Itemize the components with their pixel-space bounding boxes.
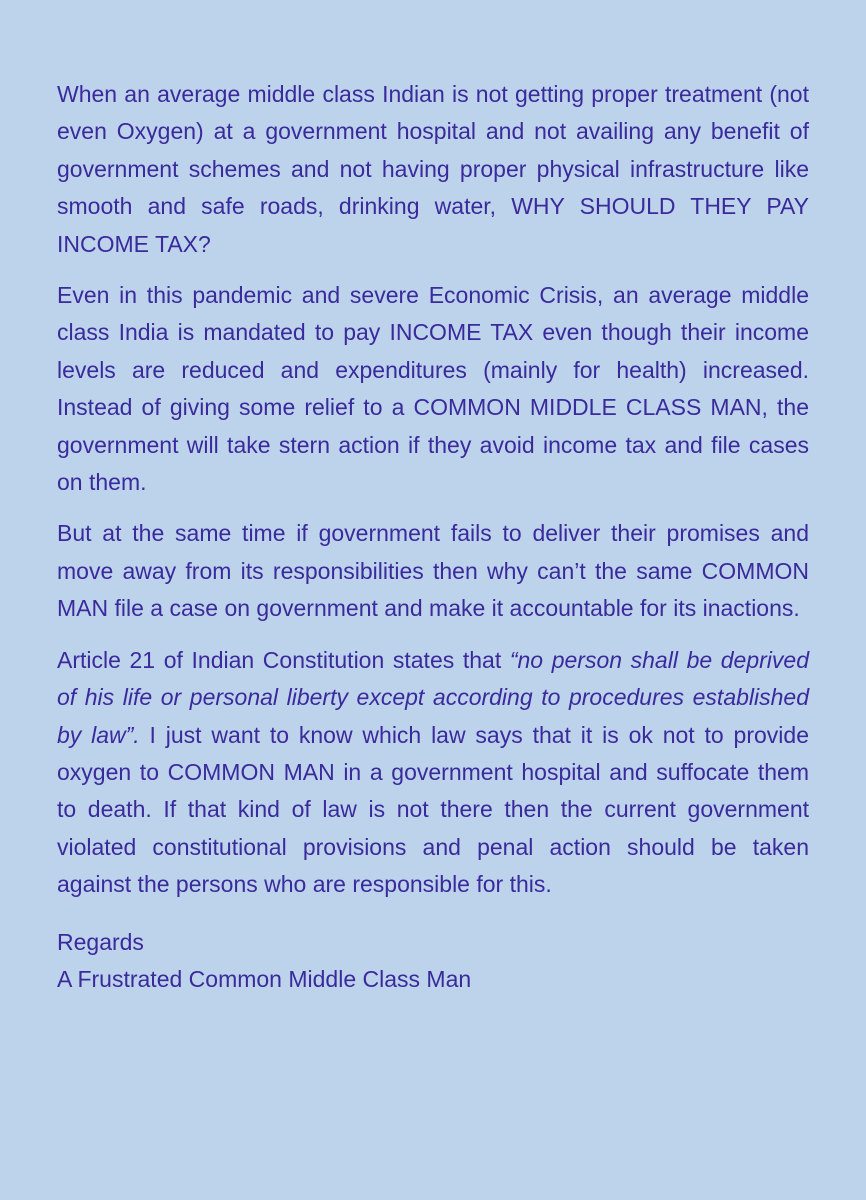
paragraph-pandemic-crisis: Even in this pandemic and severe Economic Crisis, an average middle class India is mandated to pay INCOME TAX even though their income levels are reduced and expenditures (mainly for health) increased. Instead of giving some relief to a COMMON MIDDLE CLASS MAN, the government will take stern action if they avoid income tax and file cases on them. bbox=[57, 282, 809, 496]
paragraph-accountability: But at the same time if government fails to deliver their promises and move away from its responsibilities then why can’t the same COMMON MAN file a case on government and make it accountable for its inactions. bbox=[57, 520, 809, 622]
article-rest-text: I just want to know which law says that it is ok not to provide oxygen to COMMON MAN in a government hospital and suffocate them to death. If that kind of law is not there then the current government violated constitutional provisions and penal action should be taken against the persons who are responsible for this. bbox=[57, 721, 809, 898]
article-quote-text: “no person shall be deprived of his life or personal liberty except according to procedures established by law”. bbox=[57, 646, 809, 748]
salutation: Regards bbox=[57, 928, 144, 955]
signature: A Frustrated Common Middle Class Man bbox=[57, 965, 472, 992]
letter-closing bbox=[57, 924, 809, 999]
article-intro-text: Article 21 of Indian Constitution states that bbox=[57, 646, 510, 673]
paragraph-article-21 bbox=[57, 642, 809, 904]
paragraph-income-tax-question: When an average middle class Indian is not getting proper treatment (not even Oxygen) at a government hospital and not availing any benefit of government schemes and not having proper physical infrastructure like smooth and safe roads, drinking water, WHY SHOULD THEY PAY INCOME TAX? bbox=[57, 81, 809, 257]
